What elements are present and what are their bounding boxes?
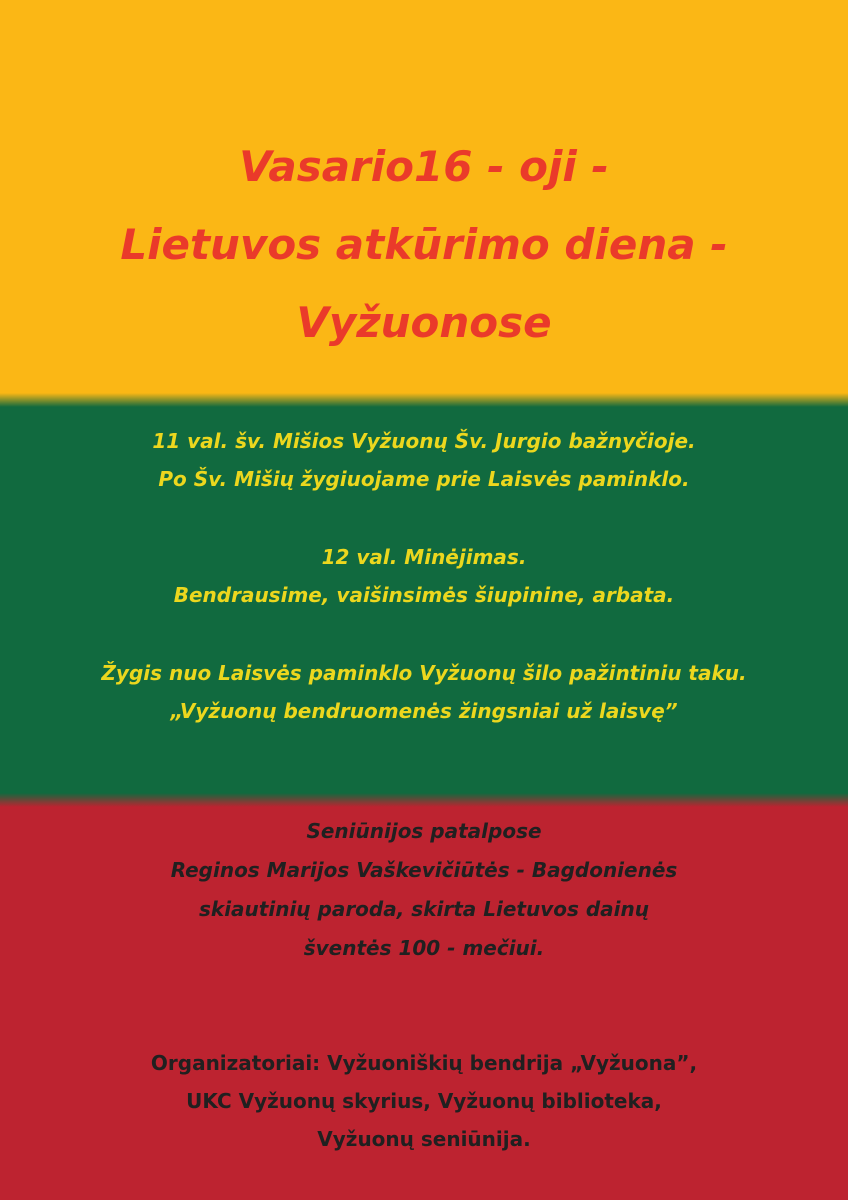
paragraph-gap: [16, 614, 832, 654]
paragraph-gap: [16, 498, 832, 538]
exhibition-notice: [16, 812, 832, 968]
schedule-line: Po Šv. Mišių žygiuojame prie Laisvės paminklo.: [158, 467, 690, 491]
schedule-line: Žygis nuo Laisvės paminklo Vyžuonų šilo pažintiniu taku.: [101, 661, 747, 685]
event-schedule: [16, 422, 832, 730]
exhibition-line: skiautinių paroda, skirta Lietuvos dainų: [199, 897, 649, 921]
title-line: Vasario16 - oji -: [239, 142, 609, 191]
organizers-line: Vyžuonų seniūnija.: [317, 1127, 531, 1151]
organizers-line: UKC Vyžuonų skyrius, Vyžuonų biblioteka,: [186, 1089, 662, 1113]
schedule-line: Bendrausime, vaišinsimės šiupinine, arbata.: [173, 583, 675, 607]
schedule-line: 12 val. Minėjimas.: [321, 545, 527, 569]
band-blend-bottom: [0, 793, 848, 807]
organizers-line: Organizatoriai: Vyžuoniškių bendrija „Vyžuona”,: [150, 1051, 698, 1075]
poster-title: [20, 128, 828, 362]
schedule-line: „Vyžuonų bendruomenės žingsniai už laisvę”: [170, 699, 678, 723]
exhibition-line: šventės 100 - mečiui.: [303, 936, 545, 960]
exhibition-line: Reginos Marijos Vaškevičiūtės - Bagdonienės: [170, 858, 678, 882]
band-blend-top: [0, 393, 848, 407]
title-line: Lietuvos atkūrimo diena -: [120, 220, 728, 269]
title-line: Vyžuonose: [296, 298, 552, 347]
organizers-credits: [16, 1044, 832, 1158]
exhibition-line: Seniūnijos patalpose: [306, 819, 542, 843]
schedule-line: 11 val. šv. Mišios Vyžuonų Šv. Jurgio bažnyčioje.: [152, 429, 696, 453]
